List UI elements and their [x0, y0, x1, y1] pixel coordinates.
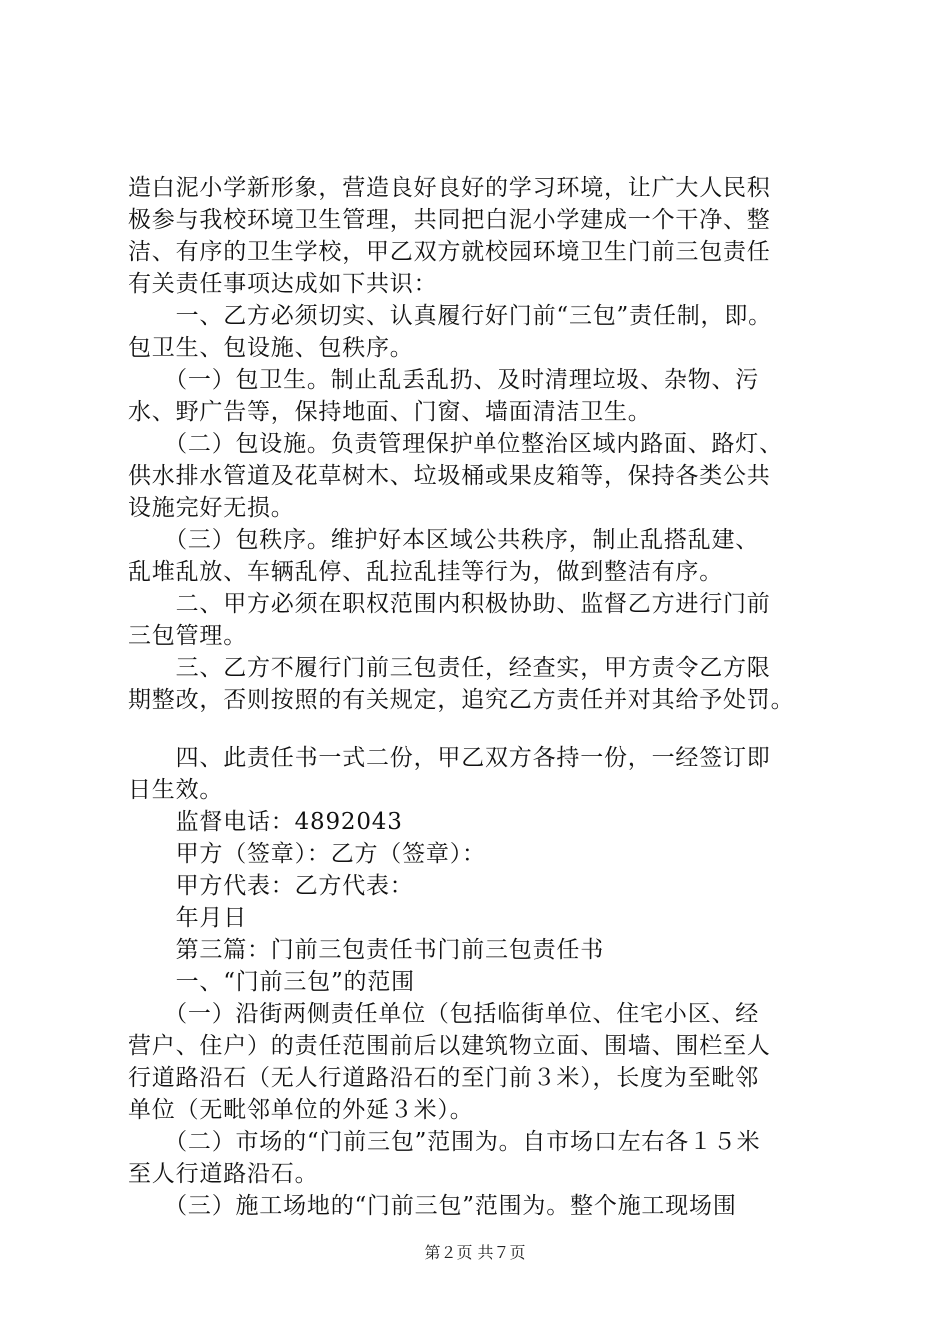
- text-line: 四、此责任书一式二份，甲乙双方各持一份，一经签订即: [128, 745, 771, 771]
- text-line: 至人行道路沿石。: [128, 1161, 319, 1187]
- text-line: 二、甲方必须在职权范围内积极协助、监督乙方进行门前: [128, 591, 771, 617]
- text-line: 期整改，否则按照的有关规定，追究乙方责任并对其给予处罚。: [128, 687, 795, 713]
- text-line: 日生效。: [128, 777, 224, 803]
- text-line: （一）沿街两侧责任单位（包括临街单位、住宅小区、经: [128, 1001, 760, 1027]
- text-line: 一、乙方必须切实、认真履行好门前“三包”责任制，即。: [128, 303, 772, 329]
- document-body: [128, 172, 848, 1222]
- text-line: 单位（无毗邻单位的外延３米）。: [128, 1097, 474, 1123]
- text-line: 三、乙方不履行门前三包责任，经查实，甲方责令乙方限: [128, 655, 771, 681]
- text-line: （二）包设施。负责管理保护单位整治区域内路面、路灯、: [128, 431, 783, 457]
- text-line: 有关责任事项达成如下共识：: [128, 271, 438, 297]
- text-line: （一）包卫生。制止乱丢乱扔、及时清理垃圾、杂物、污: [128, 367, 760, 393]
- paragraph-gap: [128, 716, 848, 742]
- supervision-phone: 监督电话：4892043: [128, 809, 403, 835]
- text-line: 三包管理。: [128, 623, 247, 649]
- text-line: 营户、住户）的责任范围前后以建筑物立面、围墙、围栏至人: [128, 1033, 771, 1059]
- representative-line: 甲方代表：乙方代表：: [128, 873, 414, 899]
- signature-line: 甲方（签章）：乙方（签章）：: [128, 841, 486, 867]
- text-line: 造白泥小学新形象，营造良好良好的学习环境，让广大人民积: [128, 175, 771, 201]
- text-line: 水、野广告等，保持地面、门窗、墙面清洁卫生。: [128, 399, 652, 425]
- text-line: （三）施工场地的“门前三包”范围为。整个施工现场围: [128, 1193, 737, 1219]
- text-line: 乱堆乱放、车辆乱停、乱拉乱挂等行为，做到整洁有序。: [128, 559, 723, 585]
- date-line: 年月日: [128, 905, 247, 931]
- section-heading: 一、“门前三包”的范围: [128, 969, 415, 995]
- text-line: 包卫生、包设施、包秩序。: [128, 335, 414, 361]
- text-line: （二）市场的“门前三包”范围为。自市场口左右各１５米: [128, 1129, 761, 1155]
- text-line: 行道路沿石（无人行道路沿石的至门前３米），长度为至毗邻: [128, 1065, 760, 1091]
- text-line: 极参与我校环境卫生管理，共同把白泥小学建成一个干净、整: [128, 207, 771, 233]
- text-line: 供水排水管道及花草树木、垃圾桶或果皮箱等，保持各类公共: [128, 463, 771, 489]
- text-line: 设施完好无损。: [128, 495, 295, 521]
- page-footer: 第２页 共７页: [424, 1243, 526, 1262]
- section-title: 第三篇：门前三包责任书门前三包责任书: [128, 937, 604, 963]
- text-line: 洁、有序的卫生学校，甲乙双方就校园环境卫生门前三包责任: [128, 239, 771, 265]
- text-line: （三）包秩序。维护好本区域公共秩序，制止乱搭乱建、: [128, 527, 760, 553]
